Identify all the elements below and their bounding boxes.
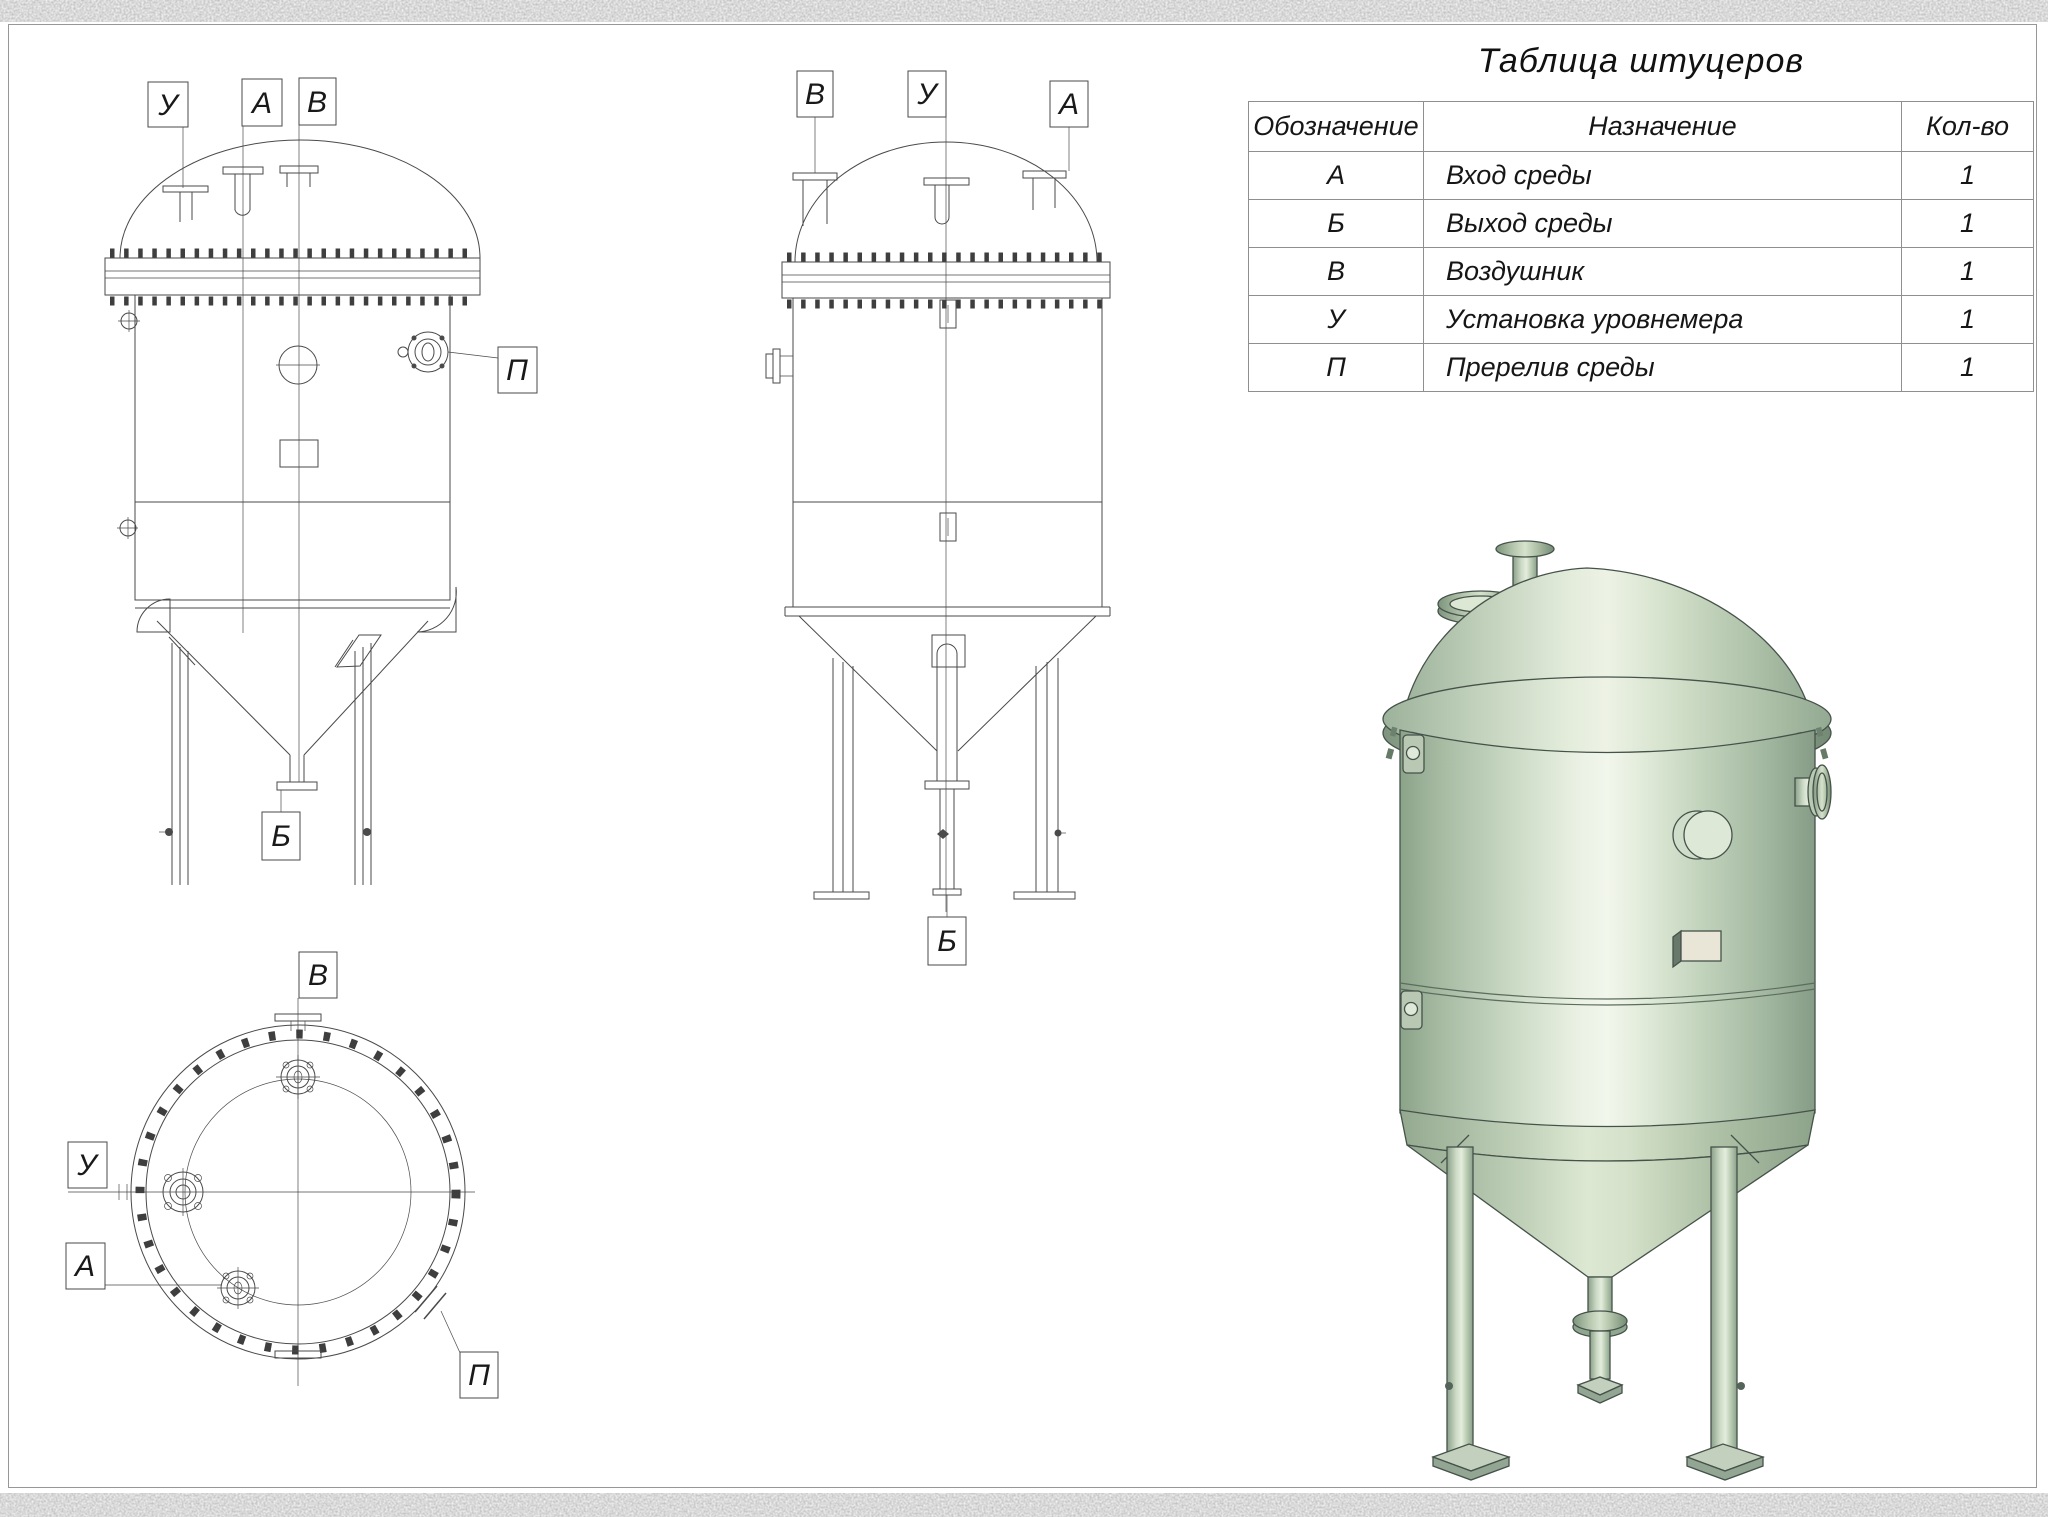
svg-text:В: В: [306, 86, 328, 119]
svg-text:А: А: [1058, 88, 1080, 121]
svg-text:Б: Б: [937, 925, 957, 958]
callout-top-p: [460, 1352, 498, 1398]
render-shell: [1400, 730, 1815, 1131]
svg-text:У: У: [158, 89, 178, 122]
top-vessel-outline: [105, 1014, 465, 1359]
side-nozzle-a: [1023, 171, 1066, 210]
callout-front-u: [148, 82, 188, 127]
table-header-row: [1249, 102, 2034, 152]
callout-side-b: [928, 917, 966, 965]
side-view-drawing: [585, 50, 1115, 990]
table-row: [1249, 344, 2034, 392]
col-purpose: Назначение: [1424, 102, 1902, 152]
cell-designation: А: [1249, 152, 1424, 200]
callout-front-a: [242, 79, 282, 126]
front-view-drawing: [85, 55, 555, 885]
side-nozzle-p: [766, 349, 793, 383]
front-vessel-outline: [105, 140, 480, 885]
front-nozzle-p: [398, 332, 448, 372]
cell-purpose: Пререлив среды: [1424, 344, 1902, 392]
scan-noise-bottom: [0, 1493, 2048, 1517]
svg-text:В: В: [804, 78, 826, 111]
svg-text:А: А: [74, 1250, 96, 1283]
svg-text:В: В: [307, 959, 329, 992]
top-centerlines: [68, 998, 475, 1386]
front-head-flange: [105, 258, 480, 295]
callout-top-u: [68, 1142, 107, 1188]
callout-top-a: [66, 1243, 105, 1289]
render-manhole: [1673, 811, 1732, 859]
svg-text:П: П: [506, 354, 528, 387]
nozzle-table: [1248, 42, 2034, 392]
cell-designation: У: [1249, 296, 1424, 344]
cell-purpose: Выход среды: [1424, 200, 1902, 248]
table-row: [1249, 296, 2034, 344]
cell-qty: 1: [1902, 344, 2034, 392]
render-bottom-nozzle: [1573, 1277, 1627, 1403]
table-row: [1249, 200, 2034, 248]
render-lug-top: [1403, 735, 1424, 773]
side-vessel-outline: [766, 142, 1110, 899]
callout-top-v: [299, 952, 337, 998]
front-lug-left: [137, 599, 170, 632]
front-nozzle-u: [163, 186, 208, 222]
cell-purpose: Воздушник: [1424, 248, 1902, 296]
callout-side-u: [908, 71, 946, 117]
svg-text:У: У: [917, 78, 937, 111]
cell-qty: 1: [1902, 200, 2034, 248]
side-nozzle-v: [793, 173, 837, 226]
svg-text:А: А: [251, 87, 273, 120]
cell-purpose: Установка уровнемера: [1424, 296, 1902, 344]
callout-front-p: [498, 347, 537, 393]
top-nozzle-a: [217, 1267, 259, 1309]
callout-front-b: [262, 812, 300, 860]
table-row: [1249, 248, 2034, 296]
cell-qty: 1: [1902, 248, 2034, 296]
vessel-3d-render: [1375, 535, 1845, 1485]
scan-noise-top: [0, 0, 2048, 22]
callout-front-v: [299, 78, 336, 125]
nozzle-table-title: Таблица штуцеров: [1477, 42, 1805, 80]
table-row: [1249, 152, 2034, 200]
side-nozzle-u: [924, 178, 969, 224]
svg-text:Б: Б: [271, 820, 291, 853]
render-nameplate: [1673, 931, 1721, 967]
callout-side-v: [797, 71, 833, 117]
cell-designation: Б: [1249, 200, 1424, 248]
svg-text:У: У: [77, 1149, 97, 1182]
cell-designation: В: [1249, 248, 1424, 296]
col-designation: Обозначение: [1249, 102, 1424, 152]
cell-qty: 1: [1902, 152, 2034, 200]
svg-text:П: П: [468, 1359, 490, 1392]
cell-qty: 1: [1902, 296, 2034, 344]
top-nozzle-v: [276, 1055, 320, 1099]
cell-purpose: Вход среды: [1424, 152, 1902, 200]
front-brace: [335, 635, 381, 667]
front-leader-lines: [183, 125, 498, 812]
callout-side-a: [1050, 81, 1088, 127]
col-qty: Кол-во: [1902, 102, 2034, 152]
cell-designation: П: [1249, 344, 1424, 392]
top-view-drawing: [55, 940, 535, 1420]
render-lug-bottom: [1401, 991, 1422, 1029]
